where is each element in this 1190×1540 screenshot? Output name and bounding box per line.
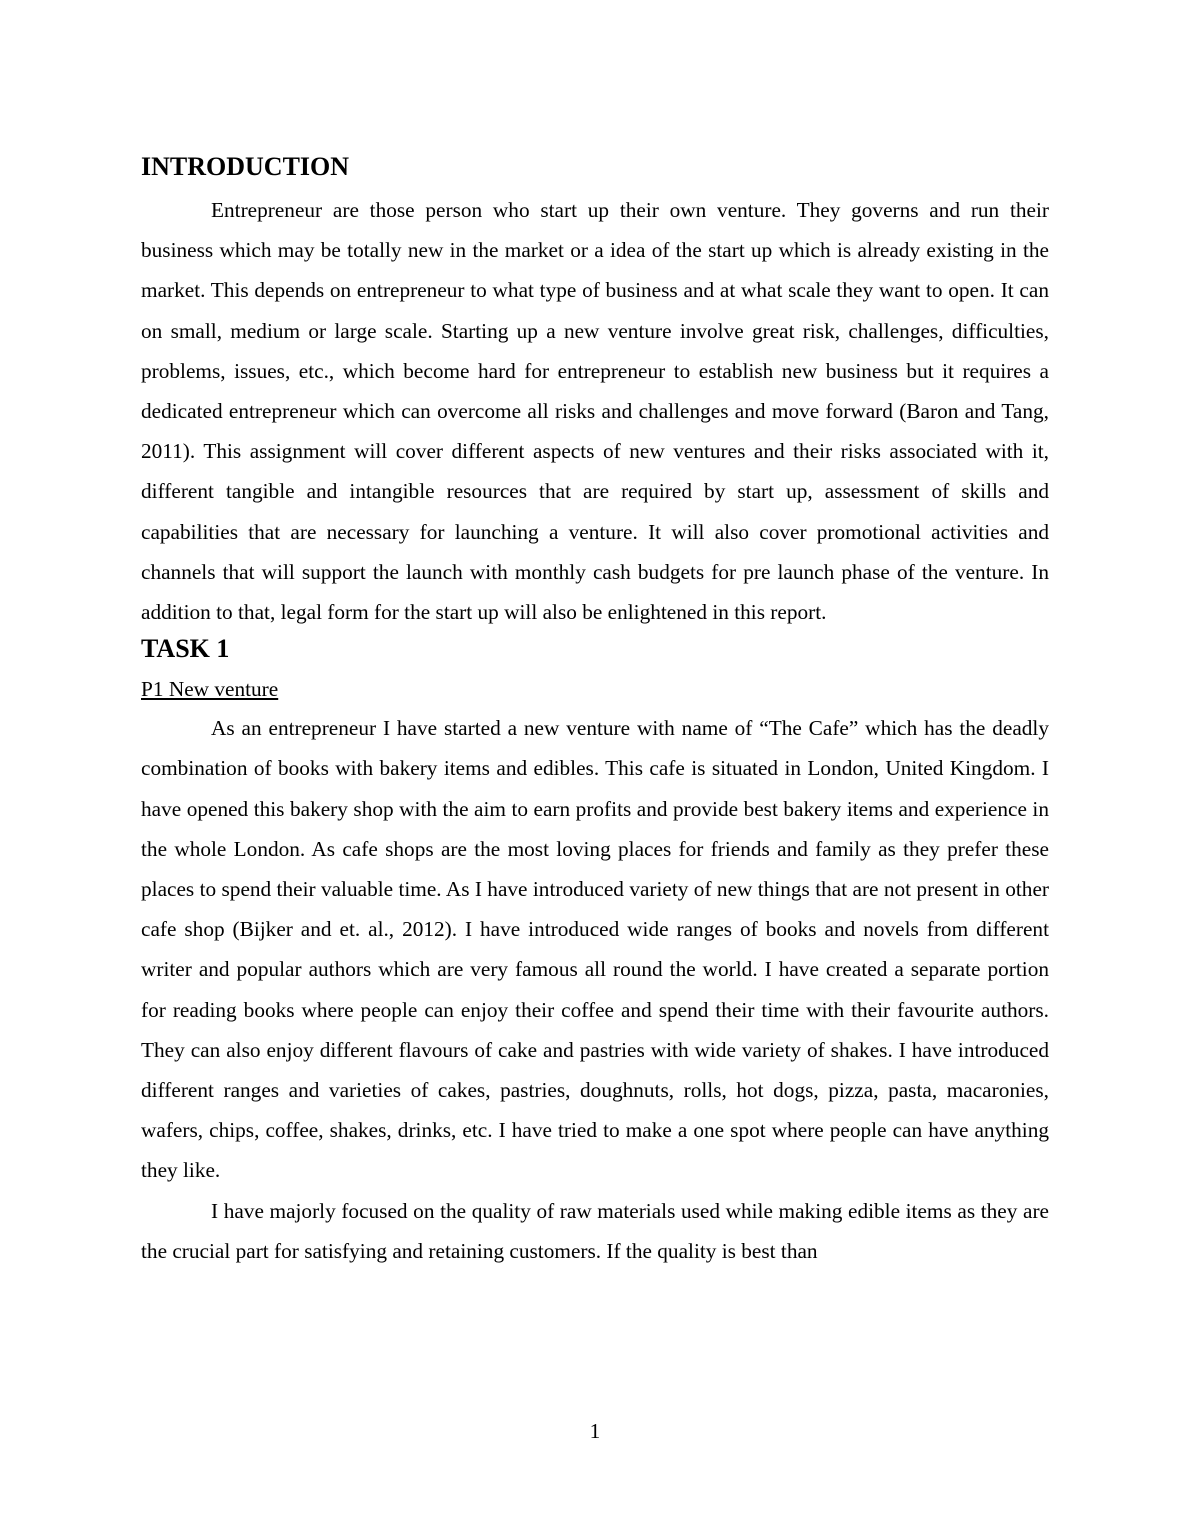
task1-heading: TASK 1 bbox=[141, 634, 230, 664]
p1-new-venture-subheading: P1 New venture bbox=[141, 677, 279, 702]
task1-paragraph-2: I have majorly focused on the quality of raw materials used while making edible items as they are the crucial part for satisfying and retaining customers. If the quality is best than bbox=[141, 1198, 1049, 1263]
introduction-heading: INTRODUCTION bbox=[141, 152, 350, 181]
introduction-paragraph: Entrepreneur are those person who start up their own venture. They governs and run their business which may be totally new in the market or a idea of the start up which is already existing in the market. This depends on entrepreneur to what type of business and at what scale they want to open. It can on small, medium or large scale. Starting up a new venture involve great risk, challenges, difficulties, problems, issues, etc., which become hard for entrepreneur to establish new business but it requires a dedicated entrepreneur which can overcome all risks and challenges and move forward (Baron and Tang, 2011). This assignment will cover different aspects of new ventures and their risks associated with it, different tangible and intangible resources that are required by start up, assessment of skills and capabilities that are necessary for launching a venture. It will also cover promotional activities and channels that will support the launch with monthly cash budgets for pre launch phase of the venture. In addition to that, legal form for the start up will also be enlightened in this report. bbox=[141, 198, 1049, 625]
page-number: 1 bbox=[589, 1419, 601, 1443]
task1-paragraph-1: As an entrepreneur I have started a new venture with name of “The Cafe” which has the deadly combination of books with bakery items and edibles. This cafe is situated in London, United Kingdom. I have opened this bakery shop with the aim to earn profits and provide best bakery items and experience in the whole London. As cafe shops are the most loving places for friends and family as they prefer these places to spend their valuable time. As I have introduced variety of new things that are not present in other cafe shop (Bijker and et. al., 2012). I have introduced wide ranges of books and novels from different writer and popular authors which are very famous all round the world. I have created a separate portion for reading books where people can enjoy their coffee and spend their time with their favourite authors. They can also enjoy different flavours of cake and pastries with wide variety of shakes. I have introduced different ranges and varieties of cakes, pastries, doughnuts, rolls, hot dogs, pizza, pasta, macaronies, wafers, chips, coffee, shakes, drinks, etc. I have tried to make a one spot where people can have anything they like. bbox=[141, 716, 1049, 1183]
page-content bbox=[141, 150, 1049, 1271]
